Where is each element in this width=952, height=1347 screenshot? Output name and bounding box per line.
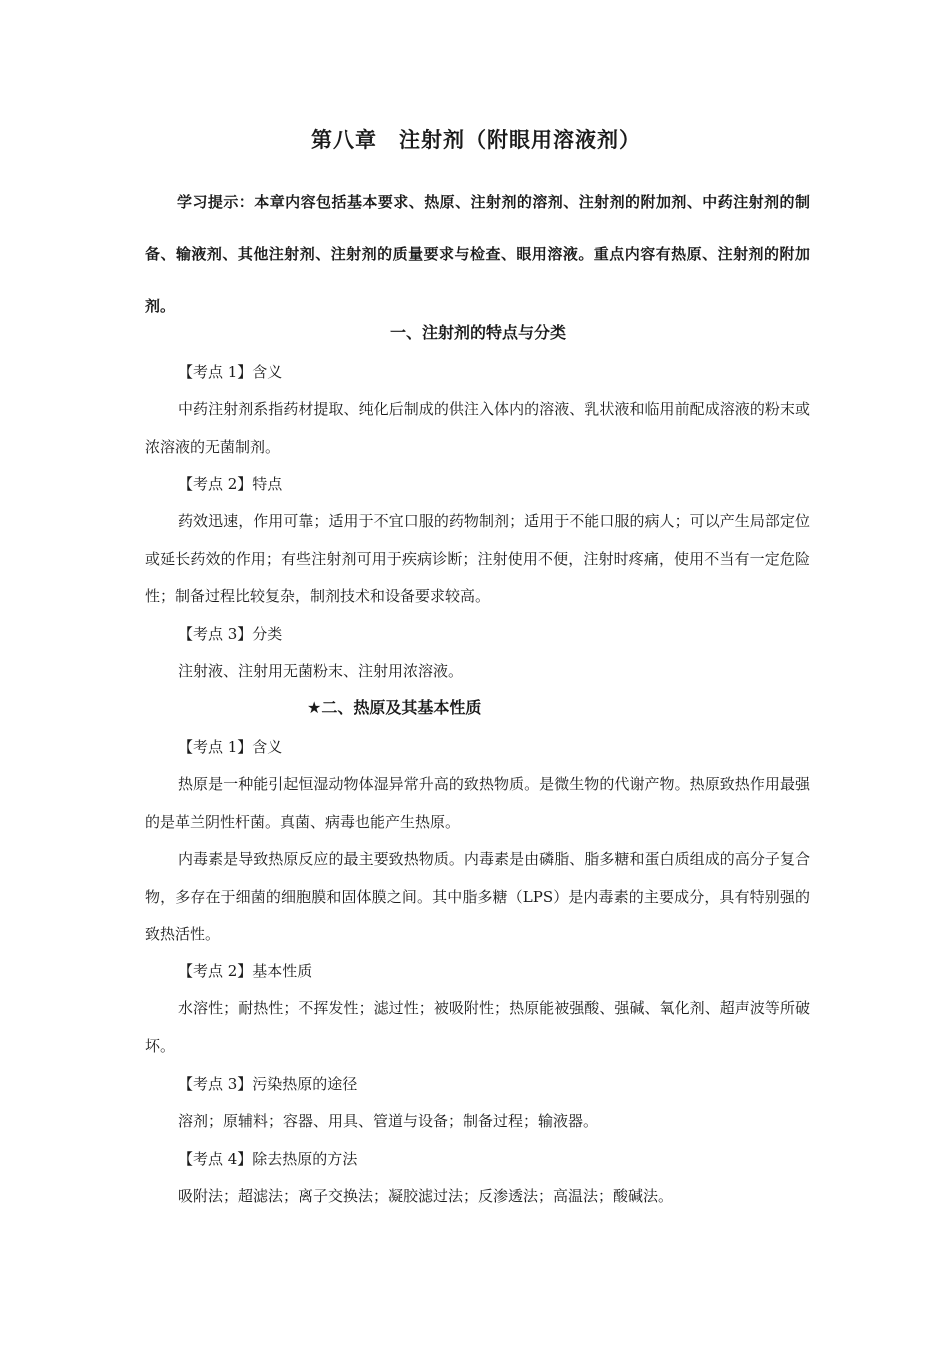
paragraph: 水溶性；耐热性；不挥发性；滤过性；被吸附性；热原能被强酸、强碱、氧化剂、超声波等所破坏。 (145, 999, 810, 1055)
key-point-label: 【考点 4】除去热原的方法 (178, 1150, 358, 1168)
section-heading-1: 一、注射剂的特点与分类 (390, 323, 567, 342)
paragraph: 溶剂；原辅料；容器、用具、管道与设备；制备过程；输液器。 (178, 1112, 599, 1130)
paragraph: 热原是一种能引起恒湿动物体湿异常升高的致热物质。是微生物的代谢产物。热原致热作用最强的是革兰阴性杆菌。真菌、病毒也能产生热原。 (145, 775, 810, 831)
study-hint: 学习提示：本章内容包括基本要求、热原、注射剂的溶剂、注射剂的附加剂、中药注射剂的制备、输液剂、其他注射剂、注射剂的质量要求与检查、眼用溶液。重点内容有热原、注射剂的附加剂。 (145, 193, 810, 315)
key-point-label: 【考点 1】含义 (178, 363, 283, 381)
paragraph: 中药注射剂系指药材提取、纯化后制成的供注入体内的溶液、乳状液和临用前配成溶液的粉末或浓溶液的无菌制剂。 (145, 400, 810, 456)
chapter-title: 第八章 注射剂（附眼用溶液剂） (311, 128, 641, 152)
paragraph: 吸附法；超滤法；离子交换法；凝胶滤过法；反渗透法；高温法；酸碱法。 (178, 1187, 674, 1205)
key-point-label: 【考点 2】基本性质 (178, 962, 313, 980)
paragraph: 药效迅速，作用可靠；适用于不宜口服的药物制剂；适用于不能口服的病人；可以产生局部定位或延长药效的作用；有些注射剂可用于疾病诊断；注射使用不便，注射时疼痛，使用不当有一定危险性；制备过程比较复杂，制剂技术和设备要求较高。 (145, 512, 810, 605)
key-point-label: 【考点 3】污染热原的途径 (178, 1075, 358, 1093)
paragraph: 内毒素是导致热原反应的最主要致热物质。内毒素是由磷脂、脂多糖和蛋白质组成的高分子复合物，多存在于细菌的细胞膜和固体膜之间。其中脂多糖（LPS）是内毒素的主要成分，具有特别强的致热活性。 (145, 850, 810, 943)
section-heading-2: ★二、热原及其基本性质 (307, 698, 482, 717)
key-point-label: 【考点 3】分类 (178, 625, 283, 643)
key-point-label: 【考点 1】含义 (178, 738, 283, 756)
key-point-label: 【考点 2】特点 (178, 475, 283, 493)
paragraph: 注射液、注射用无菌粉末、注射用浓溶液。 (178, 662, 464, 680)
